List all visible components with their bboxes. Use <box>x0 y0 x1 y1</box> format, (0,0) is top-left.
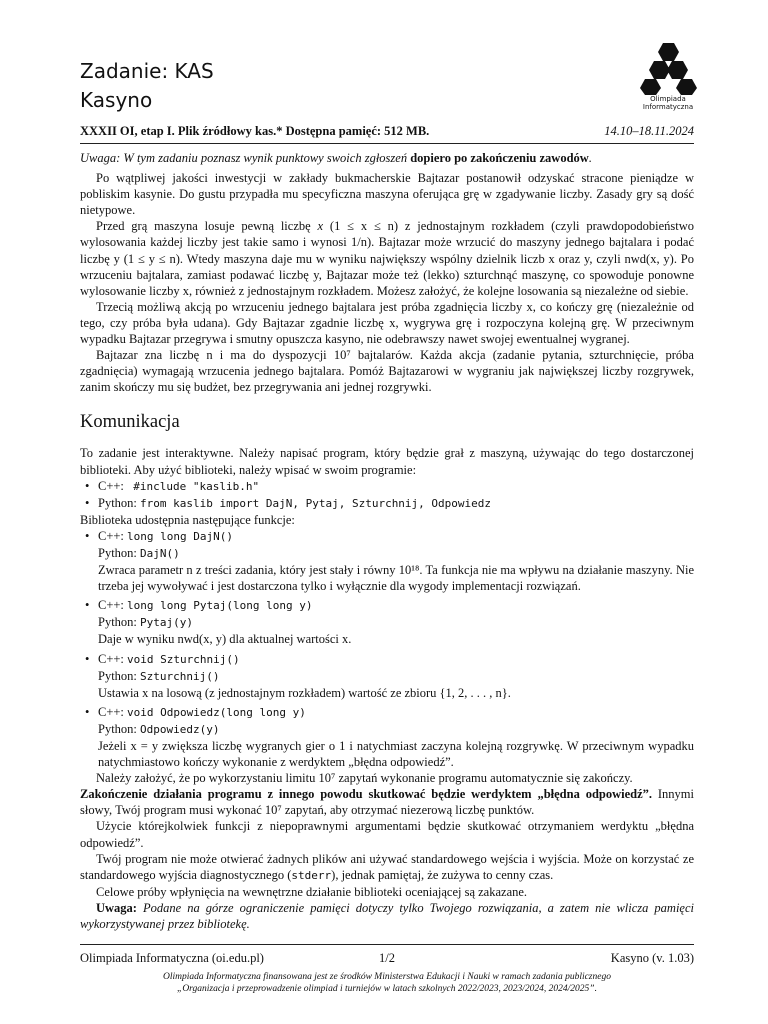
include-list <box>80 478 694 512</box>
function-item: • C++: void Odpowiedz(long long y) Python: Odpowiedz(y) Jeżeli x = y zwiększa liczbę wygranych gier o 1 i natychmiast zaczyna kolejną rozgrywkę. W przeciwnym wypadku natychmiastowo kończy wykonanie z werdyktem „błędna odpowiedź”. <box>98 704 694 770</box>
tamper-paragraph: Celowe próby wpłynięcia na wewnętrzne działanie biblioteki oceniającej są zakazane. <box>96 884 528 899</box>
footer-site: Olimpiada Informatyczna (oi.edu.pl) <box>80 951 264 965</box>
list-item: • C++: #include "kaslib.h" <box>98 478 694 495</box>
story-paragraph-3: Trzecią możliwą akcją po wrzuceniu jednego bajtalara jest próba zgadnięcia liczby x, co kończy grę (niezależnie od tego, czy próba była udana). Gdy Bajtazar zgadnie liczbę x, wygrywa grę i rozpoczyna kolejną grę. W przeciwnym wypadku Bajtazar przegrywa i smutny opuszcza kasyno, nie odebrawszy nawet swojej ewentualnej wygranej. <box>80 299 694 347</box>
header-divider <box>80 143 694 144</box>
page-header <box>80 55 700 125</box>
contest-dates: 14.10–18.11.2024 <box>604 124 694 138</box>
list-item: • Python: from kaslib import DajN, Pytaj, Szturchnij, Odpowiedz <box>98 495 694 512</box>
task-info: XXXII OI, etap I. Plik źródłowy kas.* Dostępna pamięć: 512 MB. <box>80 124 430 138</box>
story-paragraph-1: Po wątpliwej jakości inwestycji w zakłady bukmacherskie Bajtazar postanowił odzyskać stracone pieniądze w pobliskim kasynie. Do gustu przypadła mu specyficzna maszyna oferująca grę w zgadywanie liczby. Zasady gry są dość nietypowe. <box>80 171 694 218</box>
function-item: • C++: long long DajN() Python: DajN() Zwraca parametr n z treści zadania, który jest stały i równy 10¹⁸. Ta funkcja nie ma wpływu na działanie maszyny. Nie trzeba jej wywoływać i jest dostarczona tylko i wyłącznie dla wygody implementacji rozwiązań. <box>98 528 694 594</box>
story-paragraph-2: Przed grą maszyna losuje pewną liczbę x (1 ≤ x ≤ n) z jednostajnym rozkładem (czyli prawdopodobieństwo wylosowania każdej liczby jest takie samo i wynosi 1/n). Bajtazar może wrzucić do maszyny jednego bajtalara i podać liczbę y (1 ≤ y ≤ n). Wtedy maszyna daje mu w wyniku największy wspólny dzielnik liczb x oraz y, czyli nwd(x, y). Po wrzuceniu bajtalara, zamiast podawać liczbę y, Bajtazar może też (lekko) szturchnąć maszynę, co spowoduje ponowne wylosowanie liczby x, również z jednostajnym rozkładem. Możesz założyć, że kolejne losowania są niezależne od siebie. <box>80 219 694 298</box>
footer-version: Kasyno (v. 1.03) <box>610 951 694 965</box>
section-heading-komunikacja: Komunikacja <box>80 412 180 433</box>
interaction-intro: To zadanie jest interaktywne. Należy napisać program, który będzie grał z maszyną, używając do tego dostarczonej biblioteki. Aby użyć biblioteki, należy wpisać w swoim programie: <box>80 446 694 477</box>
footer-divider <box>80 944 694 945</box>
memory-warning: Uwaga: Podane na górze ograniczenie pamięci dotyczy tylko Twojego rozwiązania, a zatem nie wlicza pamięci wykorzystywanej przez bibliotekę. <box>80 900 694 932</box>
task-subtitle: Kasyno <box>80 88 153 112</box>
limit-paragraph: Należy założyć, że po wykorzystaniu limitu 10⁷ zapytań wykonanie programu automatycznie się zakończy. <box>96 771 633 786</box>
story-paragraph-4: Bajtazar zna liczbę n i ma do dyspozycji 10⁷ bajtalarów. Każda akcja (zadanie pytania, szturchnięcie, próba zgadnięcia) wymagają wrzucenia jednego bajtalara. Pomóż Bajtazarowi w wygraniu jak największej liczby rozgrywek, zanim skończy mu się budżet, bez przegrywania ani jednej rozgrywki. <box>80 348 694 395</box>
io-paragraph: Twój program nie może otwierać żadnych plików ani używać standardowego wejścia i wyjścia. Może on korzystać ze standardowego wyjścia diagnostycznego (stderr), jednak pamiętaj, że zużywa to cenny czas. <box>80 851 694 882</box>
function-item: • C++: long long Pytaj(long long y) Python: Pytaj(y) Daje w wyniku nwd(x, y) dla aktualnej wartości x. <box>98 597 694 647</box>
funding-note: Olimpiada Informatyczna finansowana jest ze środków Ministerstwa Edukacji i Nauki w ramach zadania publicznego „Organizacja i przeprowadzenie olimpiad i turniejów w latach szkolnych 2022/2023, 2023/2024, 2024/2025”. <box>163 972 611 994</box>
task-info-bar <box>80 124 694 139</box>
logo-caption: Olimpiada Informatyczna <box>642 95 694 111</box>
page-footer <box>80 951 694 966</box>
scoring-note: Uwaga: W tym zadaniu poznasz wynik punktowy swoich zgłoszeń dopiero po zakończeniu zawodów. <box>80 151 592 165</box>
task-statement <box>80 150 694 932</box>
function-list <box>80 528 694 770</box>
page-number: 1/2 <box>379 951 395 965</box>
library-intro: Biblioteka udostępnia następujące funkcje: <box>80 512 295 527</box>
invalid-args-paragraph: Użycie którejkolwiek funkcji z niepoprawnymi argumentami będzie skutkować otrzymaniem werdyktu „błędna odpowiedź”. <box>80 819 694 850</box>
task-title: Zadanie: KAS <box>80 59 214 83</box>
termination-paragraph: Zakończenie działania programu z innego powodu skutkować będzie werdyktem „błędna odpowiedź”. Innymi słowy, Twój program musi wykonać 10⁷ zapytań, aby otrzymać niezerową liczbę punktów. <box>80 787 695 818</box>
function-item: • C++: void Szturchnij() Python: Szturchnij() Ustawia x na losową (z jednostajnym rozkładem) wartość ze zbioru {1, 2, . . . , n}. <box>98 651 694 701</box>
